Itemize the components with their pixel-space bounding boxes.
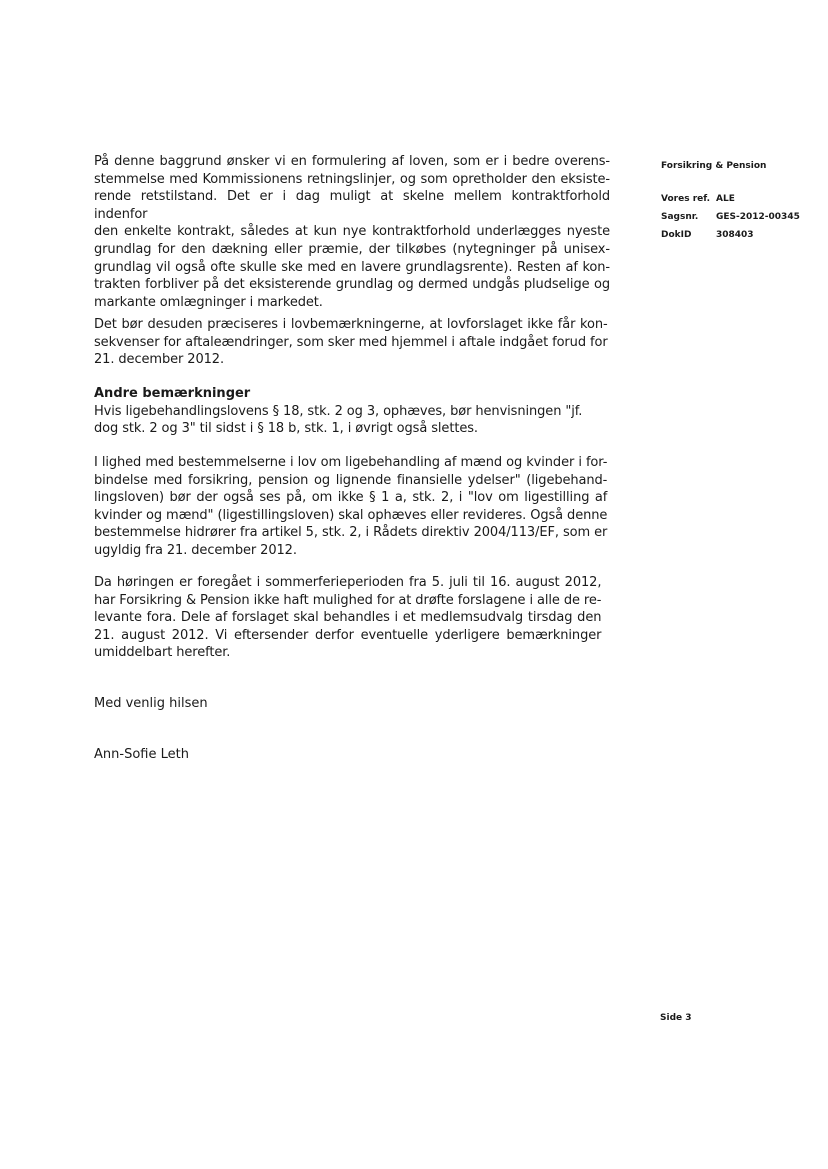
reference-label: Vores ref.	[661, 194, 711, 204]
closing-greeting: Med venlig hilsen	[94, 696, 208, 711]
reference-sidebar	[661, 161, 800, 248]
text-line: den enkelte kontrakt, således at kun nye kontraktforhold underlægges nyeste	[94, 224, 610, 240]
reference-value: GES-2012-00345	[716, 212, 800, 222]
reference-row	[661, 212, 800, 230]
text-line: Hvis ligebehandlingslovens § 18, stk. 2 og 3, ophæves, bør henvisningen "jf.	[94, 403, 583, 419]
text-line: har Forsikring & Pension ikke haft mulighed for at drøfte forslagene i alle de re-	[94, 592, 602, 608]
paragraph-clarification	[94, 316, 608, 369]
text-line: dog stk. 2 og 3" til sidst i § 18 b, stk. 1, i øvrigt også slettes.	[94, 421, 478, 437]
text-line: kvinder og mænd" (ligestillingsloven) skal ophæves eller revideres. Også denne	[94, 507, 608, 523]
organization-name: Forsikring & Pension	[661, 161, 767, 171]
text-line: Da høringen er foregået i sommerferieperioden fra 5. juli til 16. august 2012,	[94, 575, 602, 590]
text-line: rende retstilstand. Det er i dag muligt at skelne mellem kontraktforhold indenfor	[94, 189, 610, 222]
text-line: 21. december 2012.	[94, 352, 225, 368]
reference-table	[661, 194, 800, 248]
reference-row	[661, 194, 800, 212]
text-line: levante fora. Dele af forslaget skal behandles i et medlemsudvalg tirsdag den	[94, 610, 602, 626]
reference-value: 308403	[716, 230, 754, 240]
text-line: bestemmelse hidrører fra artikel 5, stk. 2, i Rådets direktiv 2004/113/EF, som er	[94, 525, 608, 541]
reference-label: DokID	[661, 230, 692, 240]
text-line: grundlag for den dækning eller præmie, der tilkøbes (nytegninger på unisex-	[94, 241, 610, 257]
paragraph-formulation	[94, 153, 610, 311]
text-line: umiddelbart herefter.	[94, 645, 231, 661]
text-line: Det bør desuden præciseres i lovbemærkningerne, at lovforslaget ikke får kon-	[94, 317, 608, 332]
paragraph-equality-law	[94, 454, 607, 560]
page-number: Side 3	[660, 1013, 692, 1023]
text-line: lingsloven) bør der også ses på, om ikke § 1 a, stk. 2, i "lov om ligestilling af	[94, 490, 608, 506]
text-line: ugyldig fra 21. december 2012.	[94, 542, 297, 558]
section-heading: Andre bemærkninger	[94, 386, 251, 401]
reference-value: ALE	[716, 194, 735, 204]
text-line: trakten forbliver på det eksisterende grundlag og dermed undgås pludselige og	[94, 277, 610, 293]
text-line: stemmelse med Kommissionens retningslinjer, og som opretholder den eksiste-	[94, 171, 610, 187]
text-line: grundlag vil også ofte skulle ske med en lavere grundlagsrente). Resten af kon-	[94, 259, 610, 275]
signer-name: Ann-Sofie Leth	[94, 747, 189, 762]
section-other-remarks	[94, 385, 582, 438]
text-line: markante omlægninger i markedet.	[94, 294, 323, 310]
text-line: bindelse med forsikring, pension og lignende finansielle ydelser" (ligebehand-	[94, 472, 608, 488]
reference-row	[661, 230, 800, 248]
text-line: I lighed med bestemmelserne i lov om ligebehandling af mænd og kvinder i for-	[94, 455, 608, 470]
reference-label: Sagsnr.	[661, 212, 699, 222]
text-line: På denne baggrund ønsker vi en formulering af loven, som er i bedre overens-	[94, 154, 610, 169]
paragraph-references	[94, 403, 582, 438]
text-line: sekvenser for aftaleændringer, som sker med hjemmel i aftale indgået forud for	[94, 334, 608, 350]
text-line: 21. august 2012. Vi eftersender derfor eventuelle yderligere bemærkninger	[94, 627, 602, 643]
paragraph-hearing-period	[94, 574, 601, 662]
